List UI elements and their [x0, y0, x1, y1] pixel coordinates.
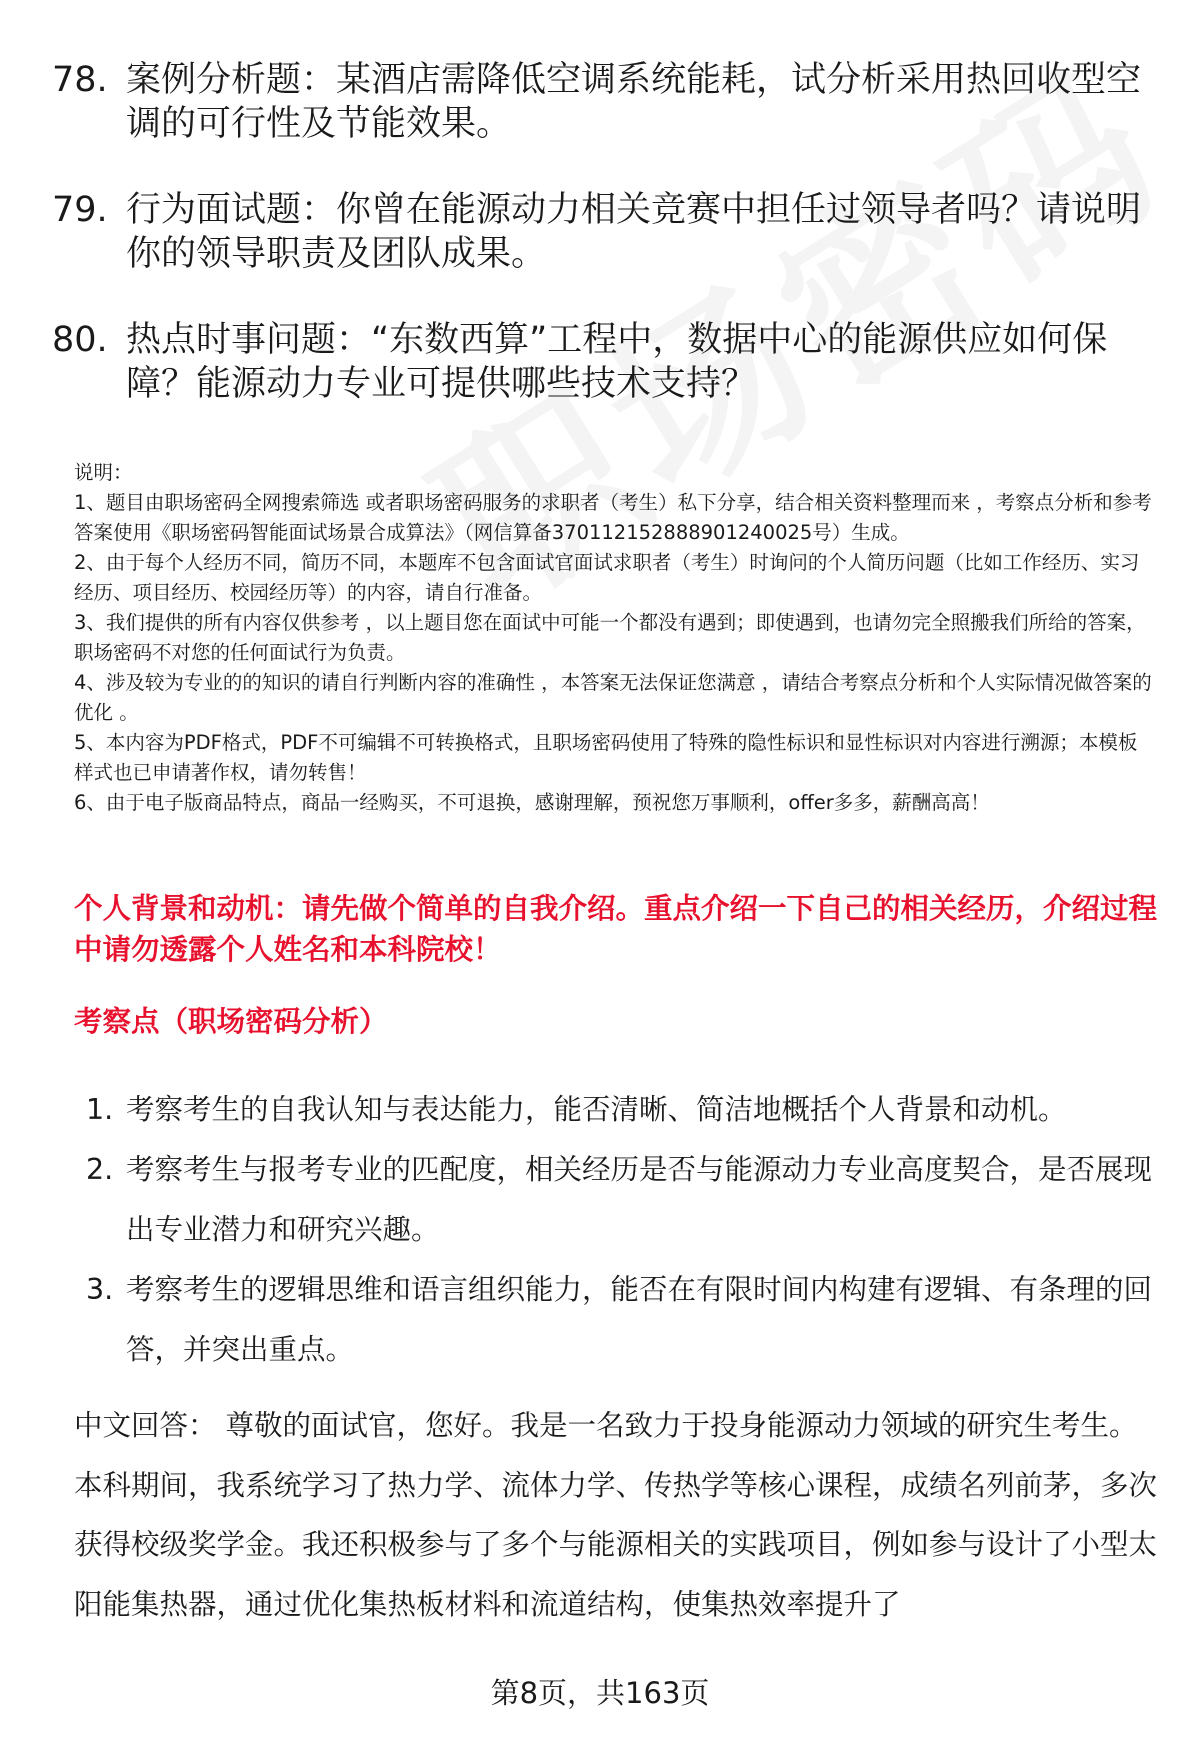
note-item: 3、我们提供的所有内容仅供参考 ，以上题目您在面试中可能一个都没有遇到；即使遇到，也请勿完全照搬我们所给的答案，职场密码不对您的任何面试行为负责。: [74, 611, 1146, 664]
point-number: 3.: [86, 1273, 114, 1306]
assessment-point: [86, 1260, 1161, 1380]
question-item: [52, 58, 1152, 146]
question-number: 79.: [52, 190, 108, 230]
assessment-point: [86, 1080, 1161, 1140]
page-number: 第8页，共163页: [490, 1676, 710, 1710]
question-number: 78.: [52, 60, 108, 100]
point-number: 1.: [86, 1093, 114, 1126]
question-text: 热点时事问题：“东数西算”工程中，数据中心的能源供应如何保障？能源动力专业可提供哪些技术支持？: [126, 320, 1108, 404]
assessment-points-heading: 考察点（职场密码分析）: [74, 1005, 388, 1038]
question-text: 案例分析题：某酒店需降低空调系统能耗，试分析采用热回收型空调的可行性及节能效果。: [126, 60, 1142, 144]
question-text: 行为面试题：你曾在能源动力相关竞赛中担任过领导者吗？请说明你的领导职责及团队成果。: [126, 190, 1142, 274]
note-item: 5、本内容为PDF格式，PDF不可编辑不可转换格式，且职场密码使用了特殊的隐性标识和显性标识对内容进行溯源；本模板样式也已申请著作权，请勿转售！: [74, 731, 1138, 784]
notes-title: 说明：: [74, 461, 133, 484]
note-item: 2、由于每个人经历不同，简历不同，本题库不包含面试官面试求职者（考生）时询问的个人简历问题（比如工作经历、实习经历、项目经历、校园经历等）的内容，请自行准备。: [74, 551, 1140, 604]
interview-question-heading: 个人背景和动机：请先做个简单的自我介绍。重点介绍一下自己的相关经历，介绍过程中请勿透露个人姓名和本科院校！: [74, 892, 1158, 966]
assessment-points-list: [86, 1080, 1161, 1380]
point-number: 2.: [86, 1153, 114, 1186]
question-item: [52, 318, 1152, 406]
point-text: 考察考生的自我认知与表达能力，能否清晰、简洁地概括个人背景和动机。: [126, 1093, 1067, 1126]
point-text: 考察考生的逻辑思维和语言组织能力，能否在有限时间内构建有逻辑、有条理的回答，并突出重点。: [126, 1273, 1153, 1366]
assessment-point: [86, 1140, 1161, 1260]
notes-section: [74, 458, 1154, 818]
chinese-answer: 中文回答： 尊敬的面试官，您好。我是一名致力于投身能源动力领域的研究生考生。本科期间，我系统学习了热力学、流体力学、传热学等核心课程，成绩名列前茅，多次获得校级奖学金。我还积极参与了多个与能源相关的实践项目，例如参与设计了小型太阳能集热器，通过优化集热板材料和流道结构，使集热效率提升了: [74, 1409, 1158, 1621]
question-list: [52, 58, 1152, 448]
question-number: 80.: [52, 320, 108, 360]
note-item: 1、题目由职场密码全网搜索筛选 或者职场密码服务的求职者（考生）私下分享，结合相关资料整理而来 ，考察点分析和参考答案使用《职场密码智能面试场景合成算法》（网信算备370112152888901240025号）生成。: [74, 491, 1152, 544]
question-item: [52, 188, 1152, 276]
point-text: 考察考生与报考专业的匹配度，相关经历是否与能源动力专业高度契合，是否展现出专业潜力和研究兴趣。: [126, 1153, 1153, 1246]
note-item: 6、由于电子版商品特点，商品一经购买，不可退换，感谢理解，预祝您万事顺利，offer多多，薪酬高高！: [74, 791, 990, 814]
note-item: 4、涉及较为专业的的知识的请自行判断内容的准确性 ，本答案无法保证您满意 ，请结合考察点分析和个人实际情况做答案的优化 。: [74, 671, 1152, 724]
